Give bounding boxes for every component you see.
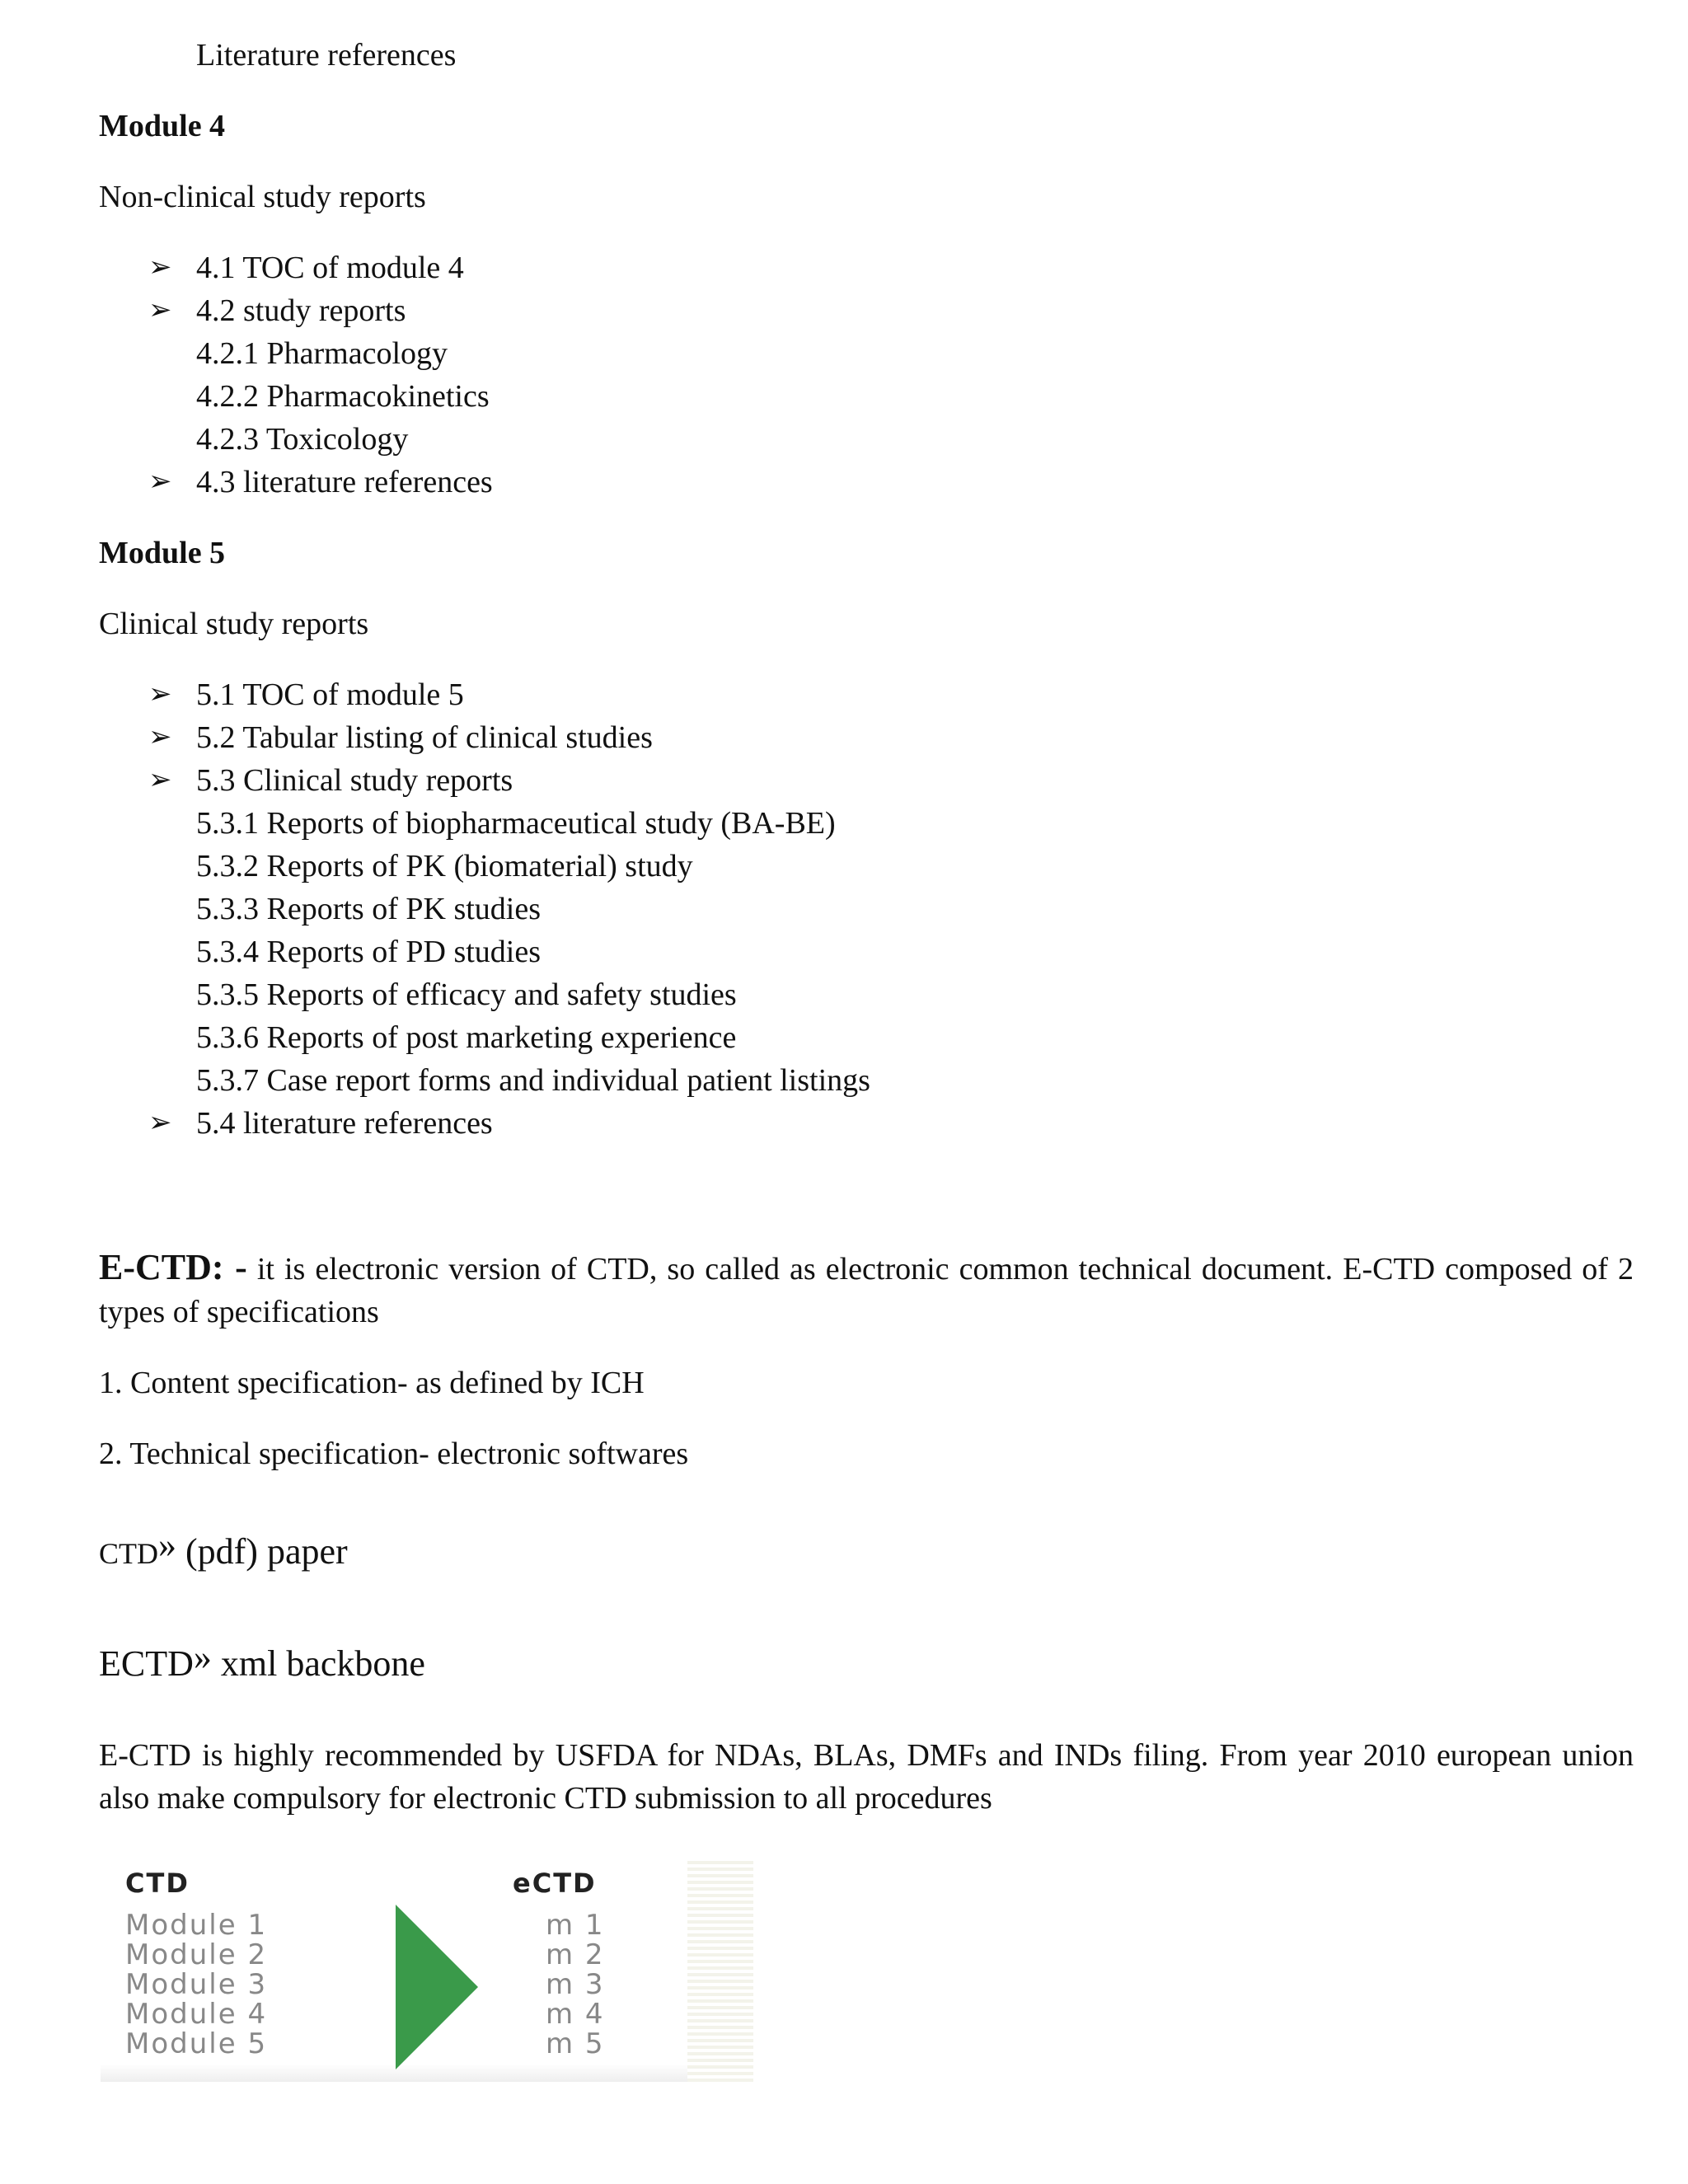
module4-subitem: 4.2.3 Toxicology — [196, 422, 409, 457]
ectd-intro-text: it is electronic version of CTD, so called as electronic common technical document. E-CTD composed of 2 types of specifications — [99, 1252, 1634, 1329]
ectd-format: xml backbone — [220, 1643, 425, 1684]
module5-subitem: 5.3.3 Reports of PK studies — [196, 892, 541, 926]
figure-m-label: m 4 — [546, 1998, 605, 2031]
bullet-arrow-icon: ➢ — [148, 679, 172, 710]
figure-module-label: Module 5 — [125, 2027, 268, 2060]
figure-m-label: m 5 — [546, 2027, 605, 2060]
figure-m-label: m 3 — [546, 1968, 605, 2001]
module4-subitem: 4.2.1 Pharmacology — [196, 336, 448, 371]
module5-item: 5.1 TOC of module 5 — [196, 677, 464, 712]
module5-subitem: 5.3.7 Case report forms and individual patient listings — [196, 1063, 870, 1098]
module4-item: 4.3 literature references — [196, 465, 493, 499]
green-triangle-arrow-icon — [392, 1905, 483, 2069]
module4-subtitle: Non-clinical study reports — [99, 180, 426, 214]
module5-item: 5.2 Tabular listing of clinical studies — [196, 720, 653, 755]
module5-item: 5.4 literature references — [196, 1106, 493, 1141]
module5-subitem: 5.3.4 Reports of PD studies — [196, 935, 541, 969]
usfda-paragraph: E-CTD is highly recommended by USFDA for NDAs, BLAs, DMFs and INDs filing. From year 2010 european union also make compulsory for electronic CTD submission to all procedures — [99, 1738, 1634, 1816]
module5-subtitle: Clinical study reports — [99, 607, 369, 641]
double-arrow-icon: » — [158, 1525, 176, 1565]
bullet-arrow-icon: ➢ — [148, 466, 172, 497]
module5-subitem: 5.3.2 Reports of PK (biomaterial) study — [196, 849, 693, 883]
figure-m-label: m 2 — [546, 1938, 605, 1971]
module5-subitem: 5.3.5 Reports of efficacy and safety studies — [196, 977, 737, 1012]
module5-subitem: 5.3.6 Reports of post marketing experience — [196, 1020, 737, 1055]
figure-ectd-modules — [546, 1910, 605, 2059]
spec-content: 1. Content specification- as defined by ICH — [99, 1366, 645, 1400]
module4-heading: Module 4 — [99, 109, 226, 143]
module4-subitem: 4.2.2 Pharmacokinetics — [196, 379, 490, 414]
figure-module-label: Module 4 — [125, 1998, 268, 2031]
figure-m-label: m 1 — [546, 1909, 605, 1942]
bullet-arrow-icon: ➢ — [148, 252, 172, 283]
figure-ectd-header: eCTD — [513, 1868, 597, 1899]
module5-subitem: 5.3.1 Reports of biopharmaceutical study (BA-BE) — [196, 806, 836, 841]
module5-heading: Module 5 — [99, 536, 226, 570]
figure-background-stripes — [687, 1859, 753, 2082]
ctd-format-line — [99, 1525, 348, 1576]
ctd-to-ectd-figure — [101, 1859, 753, 2082]
ectd-lead: E-CTD: - — [99, 1247, 247, 1287]
double-arrow-icon: » — [193, 1637, 212, 1677]
figure-module-label: Module 1 — [125, 1909, 268, 1942]
bullet-arrow-icon: ➢ — [148, 765, 172, 795]
module4-item: 4.2 study reports — [196, 293, 406, 328]
bullet-arrow-icon: ➢ — [148, 722, 172, 752]
figure-ctd-header: CTD — [125, 1868, 190, 1899]
figure-ctd-modules — [125, 1910, 267, 2059]
ctd-format: (pdf) paper — [185, 1531, 348, 1572]
bullet-arrow-icon: ➢ — [148, 295, 172, 326]
ctd-label: CTD — [99, 1537, 158, 1570]
spec-technical: 2. Technical specification- electronic softwares — [99, 1436, 689, 1471]
module5-item: 5.3 Clinical study reports — [196, 763, 513, 798]
module4-item: 4.1 TOC of module 4 — [196, 251, 464, 285]
figure-module-label: Module 3 — [125, 1968, 268, 2001]
bullet-arrow-icon: ➢ — [148, 1108, 172, 1138]
ectd-intro-paragraph — [99, 1246, 1634, 1333]
ectd-label: ECTD — [99, 1643, 194, 1684]
ectd-format-line — [99, 1637, 425, 1686]
literature-references-line: Literature references — [196, 38, 457, 73]
figure-module-label: Module 2 — [125, 1938, 268, 1971]
